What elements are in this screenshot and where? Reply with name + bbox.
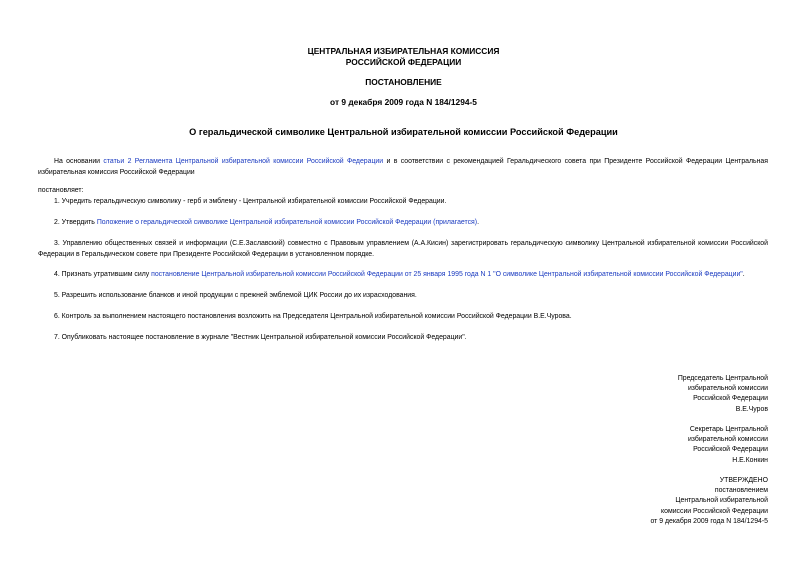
item-1: 1. Учредить геральдическую символику - герб и эмблему - Центральной избирательной комиссии Российской Федерации. <box>54 198 447 205</box>
item-2 <box>38 218 768 229</box>
approval-line: Центральной избирательной <box>675 497 768 505</box>
doc-type: ПОСТАНОВЛЕНИЕ <box>365 77 442 87</box>
secretary-name: Н.Е.Конкин <box>732 456 768 464</box>
old-resolution-link[interactable]: постановление Центральной избирательной комиссии Российской Федерации от 25 января 1995 года N 1 "О символике Центральной избирательной комиссии Российской Федерации" <box>151 271 743 278</box>
item-5: 5. Разрешить использование бланков и иной продукции с прежней эмблемой ЦИК России до их израсходования. <box>54 292 417 299</box>
approval-stamp <box>508 476 768 527</box>
item-4 <box>38 270 768 281</box>
chair-line: избирательной комиссии <box>687 385 768 393</box>
item-2-text: 2. Утвердить <box>54 219 97 226</box>
regulation-position-link[interactable]: Положение о геральдической символике Центральной избирательной комиссии Российской Федерации (прилагается) <box>96 219 478 226</box>
preamble-paragraph <box>38 157 768 178</box>
regulation-link[interactable]: статьи 2 Регламента Центральной избирательной комиссии Российской Федерации <box>103 158 384 165</box>
chair-line: Председатель Центральной <box>677 375 768 382</box>
chair-signature <box>508 374 768 415</box>
item-7: 7. Опубликовать настоящее постановление в журнале "Вестник Центральной избирательной комиссии Российской Федерации". <box>54 334 467 341</box>
preamble-text-start: На основании <box>54 158 104 165</box>
secretary-signature <box>508 425 768 466</box>
item-4-end: . <box>742 271 745 278</box>
resolves-label: постановляет: <box>38 187 84 194</box>
secretary-line: Секретарь Центральной <box>689 426 768 433</box>
secretary-line: Российской Федерации <box>693 446 768 454</box>
doc-date: от 9 декабря 2009 года N 184/1294-5 <box>330 97 477 107</box>
item-6: 6. Контроль за выполнением настоящего постановления возложить на Председателя Центральной избирательной комиссии Российской Федерации В.Е.Чурова. <box>54 313 572 320</box>
preamble-text-end: и в соответствии с рекомендацией Геральдического совета при Президенте Российской Федерации Центральная избирательная комиссия Российской Федерации <box>38 158 768 176</box>
item-4-text: 4. Признать утратившим силу <box>54 271 152 278</box>
approval-date: от 9 декабря 2009 года N 184/1294-5 <box>650 517 768 525</box>
chair-name: В.Е.Чуров <box>735 405 768 413</box>
doc-title: О геральдической символике Центральной избирательной комиссии Российской Федерации <box>189 127 618 137</box>
org-name-line1: ЦЕНТРАЛЬНАЯ ИЗБИРАТЕЛЬНАЯ КОМИССИЯ <box>307 46 500 56</box>
secretary-line: избирательной комиссии <box>687 436 768 444</box>
org-name-line2: РОССИЙСКОЙ ФЕДЕРАЦИИ <box>345 57 462 67</box>
approval-line: УТВЕРЖДЕНО <box>719 477 768 484</box>
item-2-end: . <box>477 219 479 226</box>
org-name <box>0 46 807 68</box>
approval-line: комиссии Российской Федерации <box>661 507 768 515</box>
approval-line: постановлением <box>714 487 768 495</box>
item-3: 3. Управлению общественных связей и информации (С.Е.Заславский) совместно с Правовым управлением (А.А.Кисин) зарегистрировать геральдическую символику Центральной избирательной комиссии Российской Федерации в Геральдическом совете при Президенте Российской Федерации в установленном порядке. <box>38 240 768 258</box>
chair-line: Российской Федерации <box>693 395 768 403</box>
